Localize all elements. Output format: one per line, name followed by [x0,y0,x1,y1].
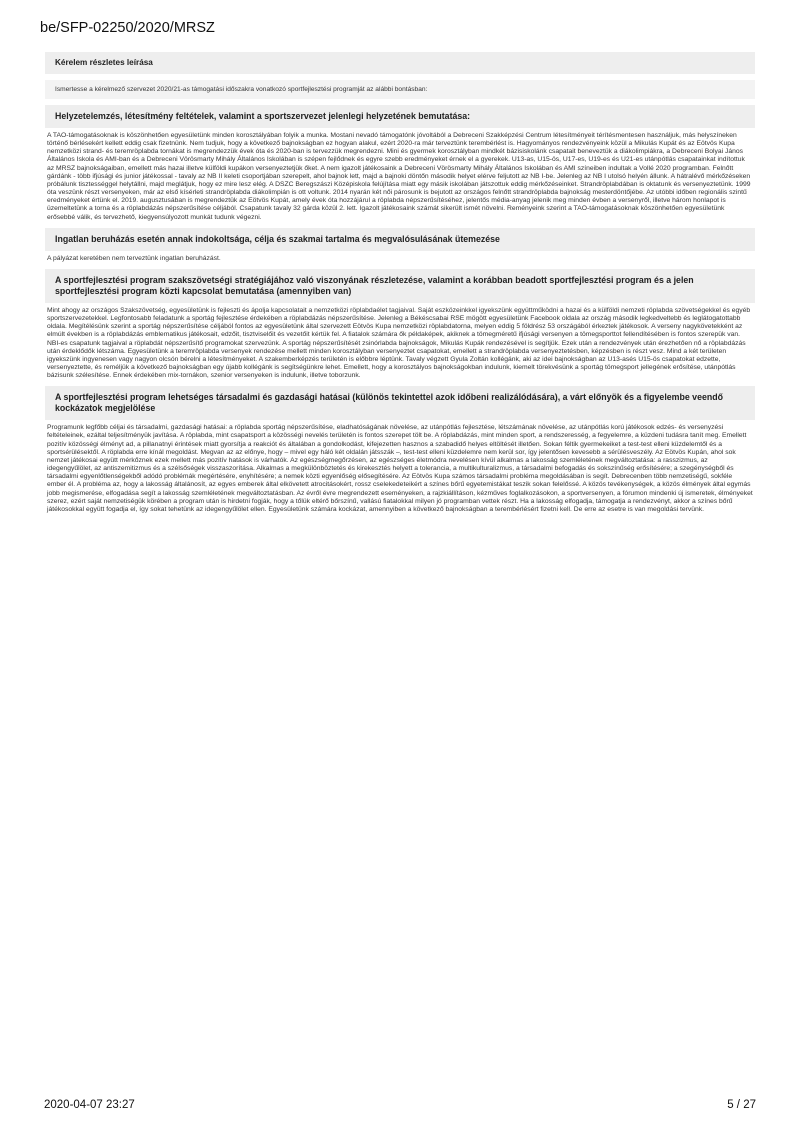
section-title-real-estate: Ingatlan beruházás esetén annak indokoltsága, célja és szakmai tartalma és megvalósulásának ütemezése [45,228,755,251]
page-number: 5 / 27 [727,1099,756,1111]
document-id: be/SFP-02250/2020/MRSZ [40,20,215,36]
section-title-detailed-description: Kérelem részletes leírása [45,52,755,74]
section-body-strategy: Mint ahogy az országos Szakszövetség, egyesületünk is fejleszti és ápolja kapcsolatait a nemzetközi röplabdaélet tagjaival. Saját eszközeinkkel igyekszünk együttműködni a hazai és a külföldi nemzeti röplabda szövetségekkel és egyéb sportszervezetekkel. Legfontosabb feladatunk a sportág fejlesztése érdekében a röplabdázás népszerűsítése. Jelenleg a Békéscsabai RSE mögött egyesületünk Facebook oldala az ország második legkedveltebb és leglátogatottabb oldala. Megítélésünk szerint a sportág népszerűsítése céljából fontos az egyesületünk által szervezett Eötvös Kupa nemzetközi röplabdatorna, melyen eddig 5 földrész 53 országából érkeztek játékosok. A verseny nagykövetekként az elmúlt években is a röplabdázás emblematikus játékosait, edzőit, tisztviselőit és vezetőit kértük fel. A fiatalok számára ők példaképek, akiknek a tömegméretű ifjúsági versenyen a tömegsporttot fellendítésében is fontos szerepük van. NBI-es csapatunk tagjaival a röplabdát népszerűsítő programokat szervezünk. A sportág népszerűsítését zsinórlabda bajnokságok, Mikulás Kupák rendezésével is segítjük. Ezek után a rendezvények után érezhetően nő a röplabdázás után érdeklődők létszáma. Egyesületünk a teremröplabda versenyek rendezése mellett minden korosztályban versenyeztet csapatokat, emellett a strandröplabda versenyeztetésben, képzésben is részt vesz. Mind a két területen igyekszünk ingyenesen vagy nagyon olcsón bérelni a létesítményeket. A szakemberképzés területén is előbbre léptünk. Tavaly végzett Gyula Zoltán kollégánk, aki az idei bajnokságban az U13-asés U15-ös csapatokat edzette, versenyeztette, és reméljük a következő bajnokságban egy újabb kollégánk is segítségünkre lehet. Emellett, hogy a korosztályos bajnokságokban indulunk, kiemelt törekvésünk a sportág tömegsport jellegének erősítése, utánpótlás bázisunk szélesítése. Ennek érdekében mix-tornákon, szenior versenyeken is indulunk, illetve toborzunk. [47,306,751,380]
footer-timestamp: 2020-04-07 23:27 [44,1099,135,1111]
section-title-impacts: A sportfejlesztési program lehetséges társadalmi és gazdasági hatásai (különös tekintettel azok időbeni realizálódására), a várt előnyök és a figyelembe veendő kockázatok megjelölése [45,386,755,420]
section-body-impacts: Programunk legfőbb céljai és társadalmi, gazdasági hatásai: a röplabda sportág népszerűsítése, eladhatóságának növelése, az utánpótlás fejlesztése, létszámának növelése, az utánpótlás korú játékosok edzés- és versenyzési feltételeinek, ezáltal teljesítményük javítása. A röplabda, mint csapatsport a közösségi nevelés területén is fontos szerepet tölt be. A röplabdázás, mint minden sport, a rendszeresség, a fegyelemre, a küzdeni tudásra tanít meg. Emellett pozitív közösségi élményt ad, a pillanatnyi érintések miatt gyorsítja a reakciót és általában a gondolkodást, kifejezetten hasznos a szabadidő helyes eltöltését illetően. Sokan féltik gyermekeiket a test-test elleni küzdelemtől és a sportsérülésektől. A röplabda erre kínál megoldást. Megvan az az előnye, hogy – mivel egy háló két oldalán játsszák –, test-test elleni küzdelemre nem kerül sor, így jelentősen kevesebb a sérülésveszély. Az Eötvös Kupán, ahol sok nemzet játékosai együtt mérkőznek ezek mellett más pozitív hatások is várhatók. Az egészségmegőrzésen, az egészséges életmódra nevelésen kívül alkalmas a lakosság szemléletének megváltoztatása: a rasszizmus, az idegengyűlölet, az antiszemitizmus és a szélsőségek visszaszorítása. Alkalmas a megkülönböztetés és kirekesztés helyett a tolerancia, a multikulturalizmus, a társadalmi befogadás és sokszínűség erősítésére; a szegénységből és társadalmi egyenlőtlenségekből adódó problémák megértésére, enyhítésére; a nemek közti egyenlőség elősegítésére. Az Eötvös Kupa számos társadalmi probléma megoldásában is segít. Debrecenben több nemzetiségű, sokféle ember él. A probléma az, hogy a lakosság általánosít, az egyes emberek által elkövetett atrocitásokért, rossz cselekedeteikért a színes bőrű egyetemistákat teszik sokan felelőssé. A közös tevékenységek, a közös élmények által egymás jobb megismerése, elfogadása segít a lakosság szemléletének megváltoztatásban. Az évről évre megrendezett eseményeken, a rajzkiállításon, kézműves foglalkozásokon, a sportversenyen, a fórumon mindenki új ismeretek, élményeket szerez, ezért saját nemzetiségük körében a program után is hirdetni fogják, hogy a tőlük eltérő bőrszínű, vallású fiatalokkal milyen jó programban vettek részt. Ha a lakosság elfogadja, támogatja a rendezvényt, akkor a színes bőrű játékosokkal együtt fogadja el, így sokat tehetünk az idegengyűlölet ellen. Egyesületünk számára kockázat, amennyiben a következő bajnokságban a terembérlésért fizetni kell. De erre az esetre is van megoldási tervünk. [47,424,753,513]
section-body-real-estate: A pályázat keretében nem terveztünk ingatlan beruházást. [47,254,221,262]
section-intro: Ismertesse a kérelmező szervezet 2020/21-as támogatási időszakra vonatkozó sportfejlesztési programját az alábbi bontásban: [45,80,755,99]
section-title-situation: Helyzetelemzés, létesítmény feltételek, valamint a sportszervezet jelenlegi helyzetének bemutatása: [45,105,755,128]
section-title-strategy: A sportfejlesztési program szakszövetségi stratégiájához való viszonyának részletezése, valamint a korábban beadott sportfejlesztési program és a jelen sportfejlesztési program közti kapcsolat bemutatása (amennyiben van) [45,269,755,303]
form-page [45,52,755,514]
section-body-situation: A TAO-támogatásoknak is köszönhetően egyesületünk minden korosztályában folyik a munka. Mostani nevadó támogatónk jóvoltából a Debreceni Szakképzési Centrum létesítményeit térítésmentesen használjuk, más helyszíneken történő bérlésekért kellett eddig csak fizetnünk. Nem tudjuk, hogy a következő bajnokságban ez hogyan alakul, ezért 2020-ra már terveztünk terembérlést is. Hagyományos rendezvényeink közül a Mikulás Kupát és az Eötvös Kupa nemzetközi strand- és teremröplabda tornákat is megrendezzük évek óta és 2020-ban is tervezzük megrendezni. Mini és gyermek korosztályban mindkét bázisiskolánk csapatait beneveztük a diákolimpiákra, a Debreceni Bolyai János Általános Iskola és AMI-ban és a Debreceni Vörösmarty Mihály Általános Iskolában is szépen fejlődnek és egyre szebb eredményeket érnek el a gyerekek. U13-as, U15-ös, U17-es, U19-es és U21-es utánpótlás csapatainkat indítottuk az MRSZ bajnokságaiban, emellett más hazai illetve külföldi kupákon versenyeztetjük őket. A nem igazolt játékosaink a Debreceni Vörösmarty Mihály Általános Iskolában és AMI színeiben indultak a Vollé 2020 programban. Felnőtt gárdánk - több ifjúsági és junior játékossal - tavaly az NB II keleti csoportjában szerepelt, ahol bajnok lett, majd a bajnoki döntőn második helyet elérve feljutott az NB I-be. Jelenleg az NB I utolsó helyén állunk. A hátralévő mérkőzéseken próbálunk tisztességgel helytállni, majd meglátjuk, hogy ez mire lesz elég. A DSZC Beregszászi Középiskola felújítása miatt egy másik iskolában játszottuk eddig mérkőzéseinket. Strandröplabdában is oktatunk és versenyeztetünk. 1999 óta veszünk részt versenyeken, már az első kísérleti strandröplabda diákolimpián is ott voltunk. 2014 nyarán két női párosunk is bejutott az országos felnőtt strandröplabda bajnokság mesterdöntőjébe. Az utóbbi időben regionális szintű eredményeket értünk el. 2019. augusztusában is megrendeztük az Eötvös Kupát, amely évek óta hozzájárul a röplabda népszerűsítéséhez, jelentős média-anyag jelenik meg minden évben a versenyről, illetve három honlapot is üzemeltetünk a torna és a röplabdázás népszerűsítése céljából. Csapatunk tavaly 32 gárda közül 2. lett. Igazolt játékosaink számát sikerült ismét növelni. Reményeink szerint a TAO-támogatásoknak köszönhetően egyesületünk erősebbé válik, és tervezhető, kiegyensúlyozott munkát tudunk végezni. [47,132,751,221]
